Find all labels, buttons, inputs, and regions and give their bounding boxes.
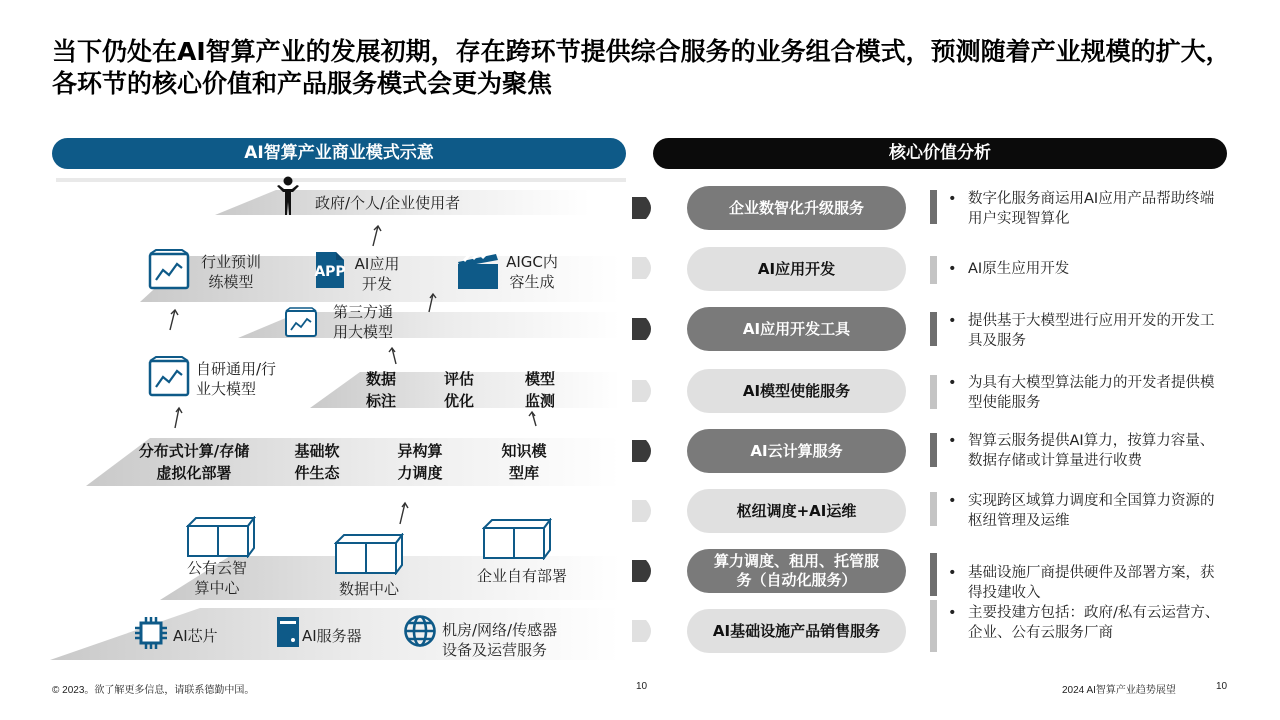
monitor-label: 模型监测 xyxy=(524,370,555,410)
desc-text: 智算云服务提供AI算力，按算力容量、数据存储或计算量进行收费 xyxy=(968,433,1215,469)
globe-icon xyxy=(403,614,437,648)
desc-text: 实现跨区域算力调度和全国算力资源的枢纽管理及运维 xyxy=(968,493,1215,529)
self-dev-model-label: 自研通用/行业大模型 xyxy=(196,360,277,398)
desc-text: 数字化服务商运用AI应用产品帮助终端用户实现智算化 xyxy=(968,191,1215,227)
base-software-label: 基础软件生态 xyxy=(294,442,340,482)
footer-page-center: 10 xyxy=(636,681,648,692)
footer-page-number: 10 xyxy=(1216,681,1228,692)
desc-text: 基础设施厂商提供硬件及部署方案，获得投建收入 xyxy=(968,565,1215,601)
datacenter-label: 数据中心 xyxy=(338,580,399,598)
accent-bar xyxy=(930,492,937,526)
chart-board-small-icon xyxy=(284,306,318,338)
accent-bar xyxy=(930,600,937,652)
desc-block: • 实现跨区域算力调度和全国算力资源的枢纽管理及运维 xyxy=(948,491,1228,531)
desc-text: AI原生应用开发 xyxy=(968,261,1070,277)
desc-block: • 为具有大模型算法能力的开发者提供模型使能服务 xyxy=(948,373,1228,413)
enterprise-deploy-label: 企业自有部署 xyxy=(476,567,567,585)
hetero-scheduling-label: 异构算力调度 xyxy=(397,442,443,482)
desc-text: 主要投建方包括：政府/私有云运营方、企业、公有云服务厂商 xyxy=(968,605,1220,641)
accent-bar xyxy=(930,553,937,596)
accent-bar xyxy=(930,312,937,346)
public-cloud-datacenter-icon xyxy=(186,516,256,558)
enterprise-datacenter-icon xyxy=(482,518,552,560)
marker-icon xyxy=(632,197,656,219)
person-icon xyxy=(275,176,301,216)
page-title: 当下仍处在AI智算产业的发展初期，存在跨环节提供综合服务的业务组合模式，预测随着产业规模的扩大，各环节的核心价值和产品服务模式会更为聚焦 xyxy=(52,37,1231,98)
marker-icon xyxy=(632,620,656,642)
value-pill: AI模型使能服务 xyxy=(687,369,906,413)
footer-copyright: © 2023。欲了解更多信息，请联系德勤中国。 xyxy=(52,685,255,696)
desc-block: • AI原生应用开发 xyxy=(948,261,1070,277)
right-section-header: 核心价值分析 xyxy=(653,138,1227,169)
desc-block: • 基础设施厂商提供硬件及部署方案，获得投建收入 • 主要投建方包括：政府/私有云运营方、企业、公有云服务厂商 xyxy=(948,563,1228,643)
marker-icon xyxy=(632,560,656,582)
desc-block: • 智算云服务提供AI算力，按算力容量、数据存储或计算量进行收费 xyxy=(948,431,1228,471)
desc-text: 为具有大模型算法能力的开发者提供模型使能服务 xyxy=(968,375,1215,411)
accent-bar xyxy=(930,256,937,284)
eval-label: 评估优化 xyxy=(443,370,474,410)
value-pill: 企业数智化升级服务 xyxy=(687,186,906,230)
ai-app-dev-label: AI应用开发 xyxy=(354,255,400,293)
chip-icon xyxy=(134,616,168,650)
desc-text: 提供基于大模型进行应用开发的开发工具及服务 xyxy=(968,313,1215,349)
footer-report-title: 2024 AI智算产业趋势展望 xyxy=(1062,685,1176,696)
industry-model-label: 行业预训练模型 xyxy=(200,253,261,291)
value-pill: 枢纽调度+AI运维 xyxy=(687,489,906,533)
desc-block: • 数字化服务商运用AI应用产品帮助终端用户实现智算化 xyxy=(948,189,1228,229)
marker-icon xyxy=(632,318,656,340)
ai-server-label: AI服务器 xyxy=(302,627,362,645)
desc-block: • 提供基于大模型进行应用开发的开发工具及服务 xyxy=(948,311,1228,351)
server-icon xyxy=(276,616,300,648)
value-pill: AI云计算服务 xyxy=(687,429,906,473)
accent-bar xyxy=(930,433,937,467)
marker-icon xyxy=(632,440,656,462)
value-pill: AI应用开发工具 xyxy=(687,307,906,351)
app-icon-text: APP xyxy=(314,264,346,280)
value-pill: AI应用开发 xyxy=(687,247,906,291)
marker-icon xyxy=(632,380,656,402)
marker-icon xyxy=(632,500,656,522)
left-section-header: AI智算产业商业模式示意 xyxy=(52,138,626,169)
facility-label: 机房/网络/传感器设备及运营服务 xyxy=(442,621,558,659)
users-label: 政府/个人/企业使用者 xyxy=(315,194,461,212)
app-icon xyxy=(310,250,350,290)
clapperboard-icon xyxy=(456,250,500,290)
third-party-model-label: 第三方通用大模型 xyxy=(332,303,393,341)
marker-icon xyxy=(632,257,656,279)
accent-bar xyxy=(930,190,937,224)
value-pill: 算力调度、租用、托管服务（自动化服务） xyxy=(687,549,906,593)
datacenter-icon xyxy=(334,533,404,575)
chart-board-icon xyxy=(148,355,190,397)
chart-board-icon xyxy=(148,248,190,290)
ai-chip-label: AI芯片 xyxy=(173,627,218,645)
knowledge-base-label: 知识模型库 xyxy=(501,442,547,482)
dist-compute-label: 分布式计算/存储虚拟化部署 xyxy=(138,442,250,482)
data-label-label: 数据标注 xyxy=(365,370,396,410)
aigc-label: AIGC内容生成 xyxy=(506,253,558,291)
accent-bar xyxy=(930,375,937,409)
value-pill: AI基础设施产品销售服务 xyxy=(687,609,906,653)
public-cloud-label: 公有云智算中心 xyxy=(186,559,247,597)
